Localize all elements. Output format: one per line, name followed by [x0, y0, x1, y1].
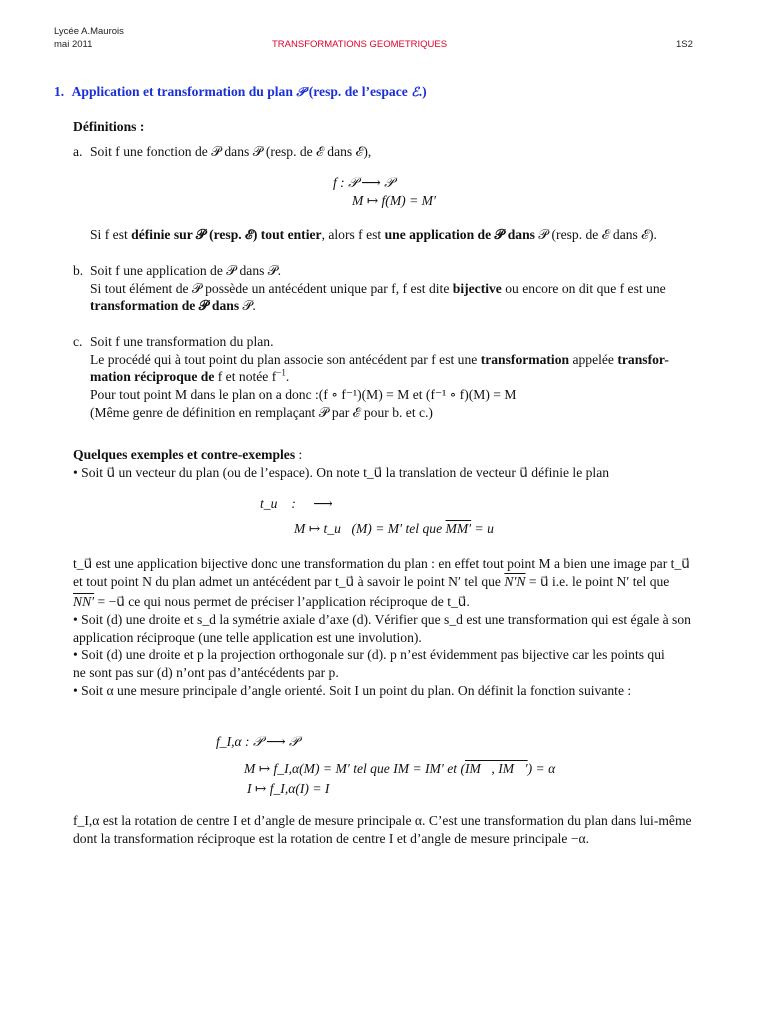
item-a-si: Si f est — [90, 227, 132, 242]
translation-vector-mm: MM′ — [445, 521, 472, 536]
item-b-line3-tail: 𝒫. — [239, 298, 256, 313]
translation-para3-text: = −u⃗ ce qui nous permet de préciser l’application réciproque de t_u⃗. — [94, 594, 470, 609]
projection-line1: • Soit (d) une droite et p la projection orthogonale sur (d). p n’est évidemment pas bijective car les points qui — [73, 647, 665, 662]
rotation-angle: IM⃗, IM⃗′ — [464, 761, 528, 776]
translation-para1: t_u⃗ est une application bijective donc une transformation du plan : en effet tout point M a bien une image par t_u⃗ — [73, 556, 690, 571]
item-a-line1: Soit f une fonction de 𝒫 dans 𝒫 (resp. de ℰ dans ℰ), — [90, 144, 372, 159]
translation-map-line2-text: M ↦ t_u⃗(M) = M′ tel que — [294, 521, 443, 536]
translation-vector-nn-prime: NN′ — [73, 594, 95, 609]
translation-map-end: = u⃗ — [471, 521, 505, 536]
item-b-line2-b: ou encore on dit que f est une — [501, 281, 666, 296]
translation-para2-a: et tout point N du plan admet un antécédent par t_u⃗ à savoir le point N′ tel que — [73, 574, 505, 589]
item-b-line2-a: Si tout élément de 𝒫 possède un antécédent unique par f, f est dite — [90, 281, 453, 296]
item-a-bold-definie: définie sur 𝒫 (resp. ℰ) tout entier — [131, 227, 322, 242]
rotation-map-line2 — [244, 760, 555, 777]
item-b-label: b. — [73, 263, 84, 278]
item-c-line2 — [90, 351, 669, 368]
item-b-line2 — [90, 280, 666, 297]
translation-para3 — [73, 593, 470, 610]
rotation-map-line2-a: M ↦ f_I,α(M) = M′ tel que IM = IM′ et ( — [244, 761, 465, 776]
section-title — [54, 83, 427, 100]
item-c-line2-b: appelée — [569, 352, 618, 367]
item-c-inverse-sup: −1 — [276, 367, 286, 378]
item-c-bold-transfor: transfor- — [617, 352, 669, 367]
item-a-label: a. — [73, 144, 83, 159]
rotation-map-line3: I ↦ f_I,α(I) = I — [247, 781, 330, 796]
header-date: mai 2011 — [54, 39, 93, 50]
rotation-line1: • Soit α une mesure principale d’angle orienté. Soit I un point du plan. On définit la fonction suivante : — [73, 683, 632, 698]
item-c-line4: Pour tout point M dans le plan on a donc :(f ∘ f⁻¹)(M) = M et (f⁻¹ ∘ f)(M) = M — [90, 387, 517, 402]
item-b-bijective: bijective — [452, 281, 502, 296]
item-c-bold-transformation: transformation — [480, 352, 570, 367]
translation-vector-nn: N′N — [504, 574, 526, 589]
rotation-map-line2-b: ) = α — [527, 761, 556, 776]
item-b-line3 — [90, 297, 256, 314]
section-number: 1. — [54, 84, 65, 99]
translation-map-line2 — [294, 520, 505, 537]
item-c-line2-a: Le procédé qui à tout point du plan associe son antécédent par f est une — [90, 352, 481, 367]
header-class: 1S2 — [676, 39, 693, 50]
item-b-line1: Soit f une application de 𝒫 dans 𝒫. — [90, 263, 281, 278]
item-a-map-line1: f : 𝒫 ⟶ 𝒫 — [333, 175, 394, 190]
item-c-bold-reciproque: mation réciproque de — [90, 369, 215, 384]
item-c-line1: Soit f une transformation du plan. — [90, 334, 274, 349]
examples-heading — [73, 446, 302, 463]
translation-para2 — [73, 573, 669, 590]
examples-heading-text: Quelques exemples et contre-exemples — [73, 447, 296, 462]
item-b-bold-transformation: transformation de 𝒫 dans — [90, 298, 240, 313]
section-title-resp: (resp. de l’espace — [308, 84, 408, 99]
projection-line2: ne sont pas sur (d) n’ont pas d’antécédents par p. — [73, 665, 339, 680]
item-a-bold-application: une application de 𝒫 dans — [384, 227, 535, 242]
item-c-label: c. — [73, 334, 83, 349]
plan-symbol: 𝒫 — [296, 84, 306, 99]
symmetry-line2: application réciproque (une telle application est une involution). — [73, 630, 422, 645]
item-c-line3-end: . — [285, 369, 290, 384]
item-a-alors: , alors f est — [321, 227, 385, 242]
item-a-map-line2: M ↦ f(M) = M′ — [352, 193, 436, 208]
translation-map-line1: t_u⃗ : 𝒫 ⟶ 𝒫 — [260, 496, 347, 511]
section-title-end: .) — [418, 84, 427, 99]
definitions-heading: Définitions : — [73, 119, 145, 134]
space-symbol: ℰ — [411, 84, 419, 99]
item-a-line2 — [90, 226, 657, 243]
header-title: TRANSFORMATIONS GEOMETRIQUES — [272, 39, 448, 50]
translation-para2-b: = u⃗ i.e. le point N′ tel que — [525, 574, 670, 589]
rotation-map-line1: f_I,α : 𝒫 ⟶ 𝒫 — [216, 734, 299, 749]
examples-colon: : — [295, 447, 303, 462]
rotation-para2: dont la transformation réciproque est la rotation de centre I et d’angle de mesure principale −α. — [73, 831, 590, 846]
translation-line1: • Soit u⃗ un vecteur du plan (ou de l’espace). On note t_u⃗ la translation de vecteur u⃗ définie le plan — [73, 465, 610, 480]
item-c-line5: (Même genre de définition en remplaçant 𝒫 par ℰ pour b. et c.) — [90, 405, 433, 420]
symmetry-line1: • Soit (d) une droite et s_d la symétrie axiale d’axe (d). Vérifier que s_d est une transformation qui est égale à son — [73, 612, 691, 627]
rotation-para1: f_I,α est la rotation de centre I et d’angle de mesure principale α. C’est une transformation du plan dans lui-même — [73, 813, 692, 828]
section-title-text: Application et transformation du plan — [71, 84, 293, 99]
header-school: Lycée A.Maurois — [54, 26, 124, 37]
item-c-line3 — [90, 368, 289, 385]
item-a-tail: 𝒫 (resp. de ℰ dans ℰ). — [534, 227, 657, 242]
item-c-line3-tail: f et notée f — [214, 369, 277, 384]
